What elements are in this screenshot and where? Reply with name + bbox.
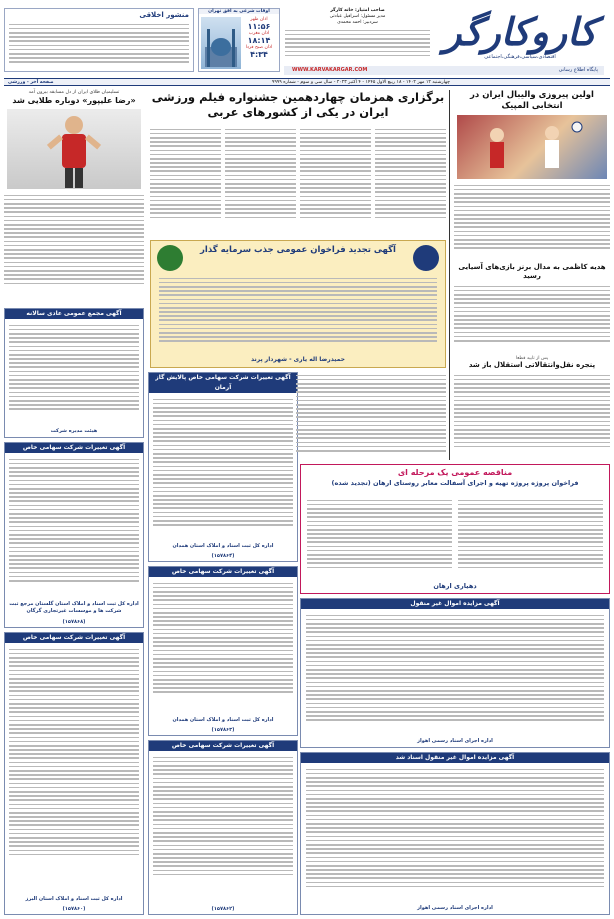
tender-sign: حمیدرضا اله یاری - شهردار پرند	[251, 356, 345, 363]
change2-code: (۱۵۷۸۶۴)	[211, 553, 235, 559]
logo	[436, 10, 604, 60]
parand-logo-right	[413, 245, 439, 271]
change2-sign: اداره کل ثبت اسناد و املاک استان همدان	[172, 543, 274, 549]
change-notice-4	[4, 632, 144, 915]
main-col-4	[150, 126, 221, 232]
kazemi-body	[454, 283, 610, 353]
left-story	[4, 90, 144, 304]
main-col-3	[225, 126, 296, 232]
mosque-image	[201, 17, 241, 69]
change4-body	[9, 646, 139, 882]
logo-text: کاروکارگر	[443, 9, 597, 54]
prayer-label: اذان ظهر	[250, 17, 268, 22]
esteghlal-body	[454, 372, 610, 456]
volleyball-body	[454, 182, 610, 260]
change3-sign: اداره کل ثبت اسناد و املاک استان همدان	[172, 717, 274, 723]
prayer-value: ۱۸:۱۴	[247, 36, 271, 45]
change1-title: آگهی تغییرات شرکت سهامی خاص	[5, 443, 143, 453]
prayer-value: ۱۱:۵۶	[247, 22, 271, 31]
left-kicker: تسلیمیان طلای ایران از دل مسابقه بیرون آمد	[28, 90, 120, 95]
prayer-label: اذان مغرب	[248, 31, 270, 36]
manager-line: مدیر مسئول: اسرافیل عبادتی	[329, 14, 386, 19]
change-notice-1	[4, 442, 144, 628]
wrestler-image	[7, 109, 141, 189]
change4-title: آگهی تغییرات شرکت سهامی خاص	[5, 633, 143, 643]
charter-title: منشور اخلاقی	[139, 11, 189, 19]
volleyball-headline: اولین پیروزی والیبال ایران در انتخابی المپیک	[470, 90, 594, 111]
auction-col-1	[458, 497, 603, 579]
auction-columns	[307, 497, 603, 579]
change4-code: (۱۵۷۸۶۰)	[62, 906, 86, 912]
left-headline: «رضا علیپور» دوباره طلایی شد	[12, 96, 136, 105]
main-story	[150, 90, 446, 236]
esteghlal-kicker: پس از تایید قطعا	[515, 356, 549, 361]
council-title: آگهی مجمع عمومی عادی سالانه	[5, 309, 143, 319]
prayer-times-title: اوقات شرعی به افق تهران	[199, 9, 279, 14]
council-sign: هیئت مدیره شرکت	[50, 428, 98, 434]
website-bar	[284, 66, 604, 75]
main-headline: برگزاری همزمان چهاردهمین جشنواره فیلم ورزشی ایران در یکی از کشورهای عربی	[151, 90, 445, 119]
change3-title: آگهی تغییرات شرکت سهامی خاص	[149, 567, 297, 577]
labor2-title: آگهی مزایده اموال غیر منقول اسناد شد	[301, 753, 609, 763]
wrestler-photo	[7, 109, 141, 189]
left-story-body	[4, 192, 144, 296]
change3-body	[153, 580, 293, 708]
editor-line: سردبیر: احمد محمدی	[337, 20, 378, 25]
publish-label: پایگاه اطلاع رسانی	[558, 67, 598, 73]
issue-date: چهارشنبه ۱۲ مهر ۱۴۰۲ - ۱۸ ربیع الاول ۱۴۴۵ - ۴ اکتبر ۲۰۲۳ - سال سی و سوم - شماره ۹۹۹۹	[271, 79, 450, 85]
auction-title: مناقصه عمومی یک مرحله ای	[397, 468, 513, 477]
auction-sign: دهیاری ارهان	[433, 582, 477, 590]
change1-code: (۱۵۷۸۶۸)	[62, 619, 86, 625]
charter-box	[4, 8, 194, 72]
website-link[interactable]: WWW.KARVAKARGAR.COM	[292, 67, 368, 73]
kazemi-headline: هدیه کاظمی به مدال برنز بازی‌های آسیایی رسید	[458, 263, 606, 280]
change4-sign: اداره کل ثبت اسناد و املاک استان البرز	[25, 896, 123, 902]
labor2-sign: اداره اجرای اسناد رسمی اهواز	[417, 905, 493, 911]
prayer-item	[241, 45, 277, 59]
volleyball-players-image	[457, 115, 607, 179]
property-auction-1	[300, 598, 610, 748]
newspaper-page	[4, 4, 610, 915]
change-notice-3	[148, 566, 298, 736]
prayer-label: اذان صبح فردا	[245, 45, 273, 50]
auction-subtitle: فراخوان پروژه پروژه تهیه و اجرای آسفالت معابر روستای ارهان (تجدید شده)	[331, 479, 579, 487]
mosque-icon	[201, 17, 241, 69]
column-divider	[449, 90, 450, 460]
change-notice-2	[148, 372, 298, 562]
auction-ad	[300, 464, 610, 594]
prayer-item	[241, 31, 277, 45]
license-line: صاحب امتیاز: خانه کارگر	[330, 8, 385, 13]
labor1-title: آگهی مزایده اموال غیر منقول	[301, 599, 609, 609]
change5-code: (۱۵۷۸۶۲)	[211, 906, 235, 912]
property-auction-2	[300, 752, 610, 915]
prayer-times-list	[241, 17, 277, 59]
charter-body	[9, 21, 189, 69]
labor2-body	[306, 766, 604, 900]
logo-tagline: اقتصادی،سیاسی،فرهنگی،اجتماعی	[484, 54, 556, 60]
change2-title: آگهی تغییرات شرکت سهامی خاص پالایش گاز آرمان	[149, 373, 297, 393]
middle-story-body	[296, 372, 446, 460]
change1-body	[9, 456, 139, 596]
page-label: صفحه آخر - ورزشی	[8, 79, 54, 85]
change1-sign: اداره کل ثبت اسناد و املاک استان گلستان مرجع ثبت شرکت ها و موسسات غیرتجاری گرگان	[9, 601, 139, 614]
prayer-value: ۴:۳۴	[250, 50, 268, 59]
prayer-item	[241, 17, 277, 31]
tender-ad	[150, 240, 446, 368]
change-notice-5	[148, 740, 298, 915]
change5-body	[153, 754, 293, 894]
change2-body	[153, 396, 293, 542]
auction-col-2	[307, 497, 452, 579]
council-body	[9, 322, 139, 422]
parand-logo-left	[157, 245, 183, 271]
labor1-sign: اداره اجرای اسناد رسمی اهواز	[417, 738, 493, 744]
main-col-2	[300, 126, 371, 232]
tender-title: آگهی تجدید فراخوان عمومی جذب سرمایه گذار	[200, 245, 396, 255]
change3-code: (۱۵۷۸۶۳)	[211, 727, 235, 733]
right-column	[454, 90, 610, 460]
main-col-1	[375, 126, 446, 232]
prayer-times-box	[198, 8, 280, 72]
masthead	[4, 4, 610, 76]
labor1-body	[306, 612, 604, 734]
tender-body	[159, 275, 437, 349]
esteghlal-headline: پنجره نقل‌وانتقالاتی استقلال باز شد	[468, 361, 596, 369]
council-notice	[4, 308, 144, 438]
masthead-info	[285, 8, 430, 68]
date-bar	[4, 78, 610, 86]
masthead-contacts	[285, 27, 430, 61]
main-story-columns	[150, 126, 446, 232]
volleyball-photo	[457, 115, 607, 179]
change5-title: آگهی تغییرات شرکت سهامی خاص	[149, 741, 297, 751]
